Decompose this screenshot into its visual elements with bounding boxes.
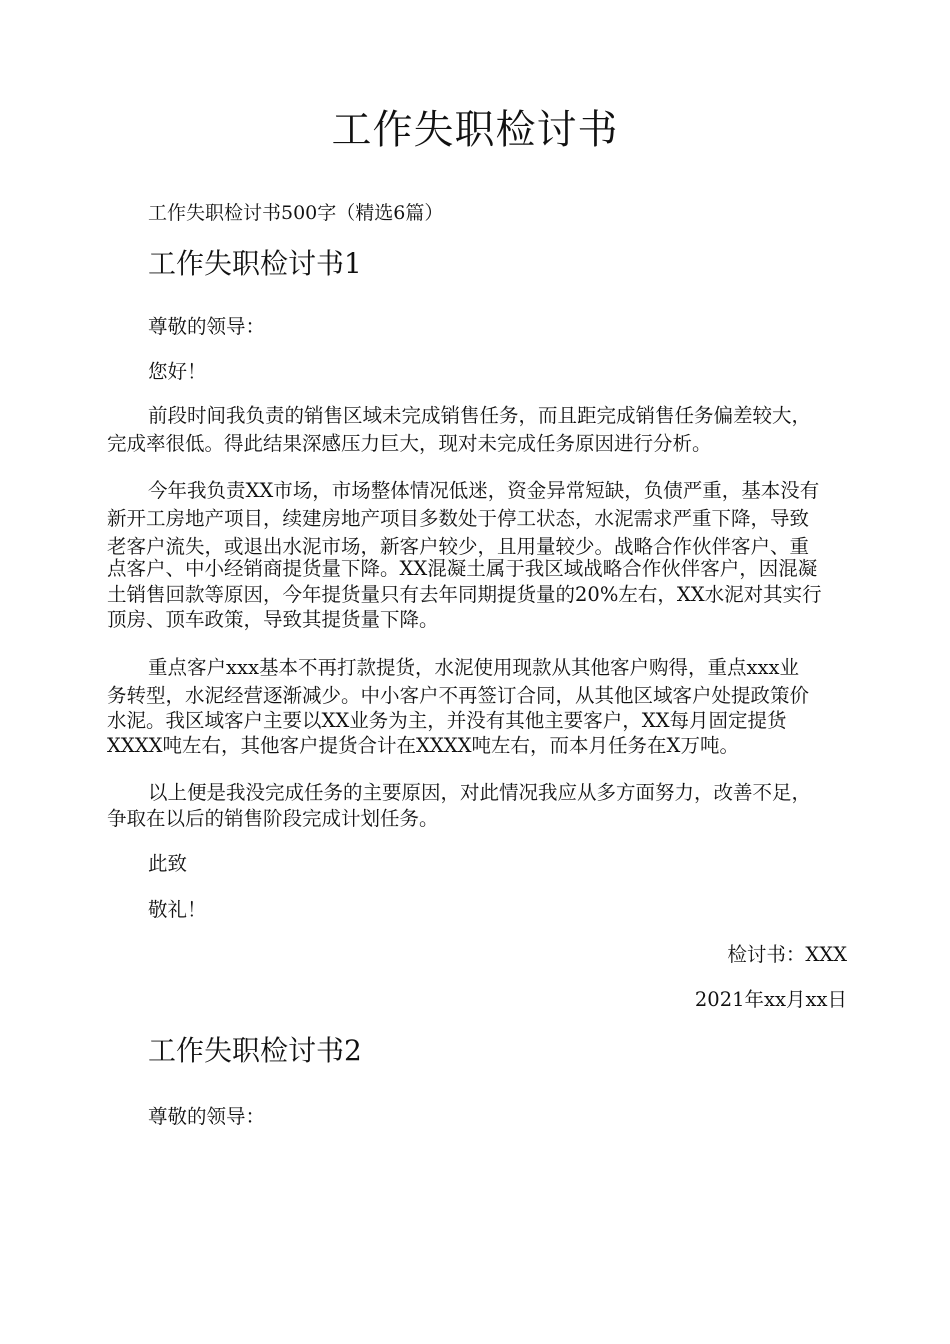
section-1-salutation: 尊敬的领导：: [148, 315, 266, 338]
paragraph-line: 水泥。我区域客户主要以XX业务为主，并没有其他主要客户，XX每月固定提货: [107, 709, 787, 732]
paragraph-line: 今年我负责XX市场，市场整体情况低迷，资金异常短缺，负债严重，基本没有: [148, 479, 820, 502]
paragraph-line: 点客户、中小经销商提货量下降。XX混凝土属于我区域战略合作伙伴客户，因混凝: [107, 557, 818, 580]
paragraph-line: 前段时间我负责的销售区域未完成销售任务，而且距完成销售任务偏差较大，: [148, 404, 812, 427]
document-title: 工作失职检讨书: [331, 107, 619, 153]
paragraph-line: 争取在以后的销售阶段完成计划任务。: [107, 807, 439, 830]
section-1-heading: 工作失职检讨书1: [148, 247, 362, 280]
paragraph-line: 顶房、顶车政策，导致其提货量下降。: [107, 608, 439, 631]
paragraph-line: 重点客户xxx基本不再打款提货，水泥使用现款从其他客户购得，重点xxx业: [148, 656, 799, 679]
paragraph-line: 新开工房地产项目，续建房地产项目多数处于停工状态，水泥需求严重下降，导致: [107, 507, 810, 530]
date: 2021年xx月xx日: [694, 988, 847, 1011]
document-subtitle: 工作失职检讨书500字（精选6篇）: [148, 202, 444, 224]
paragraph-line: 完成率很低。得此结果深感压力巨大，现对未完成任务原因进行分析。: [107, 432, 712, 455]
section-1-greeting: 您好！: [148, 360, 207, 383]
section-2-heading: 工作失职检讨书2: [148, 1034, 362, 1067]
paragraph-line: 务转型，水泥经营逐渐减少。中小客户不再签订合同，从其他区域客户处提政策价: [107, 684, 810, 707]
paragraph-line: XXXX吨左右，其他客户提货合计在XXXX吨左右，而本月任务在X万吨。: [107, 734, 739, 757]
signature: 检讨书：XXX: [727, 943, 847, 966]
paragraph-line: 老客户流失，或退出水泥市场，新客户较少，且用量较少。战略合作伙伴客户、重: [107, 535, 810, 558]
paragraph-line: 以上便是我没完成任务的主要原因，对此情况我应从多方面努力，改善不足，: [148, 781, 812, 804]
closing-line-2: 敬礼！: [148, 898, 207, 921]
closing-line-1: 此致: [148, 852, 188, 875]
paragraph-line: 土销售回款等原因，今年提货量只有去年同期提货量的20%左右，XX水泥对其实行: [107, 583, 822, 606]
section-2-salutation: 尊敬的领导：: [148, 1105, 266, 1128]
